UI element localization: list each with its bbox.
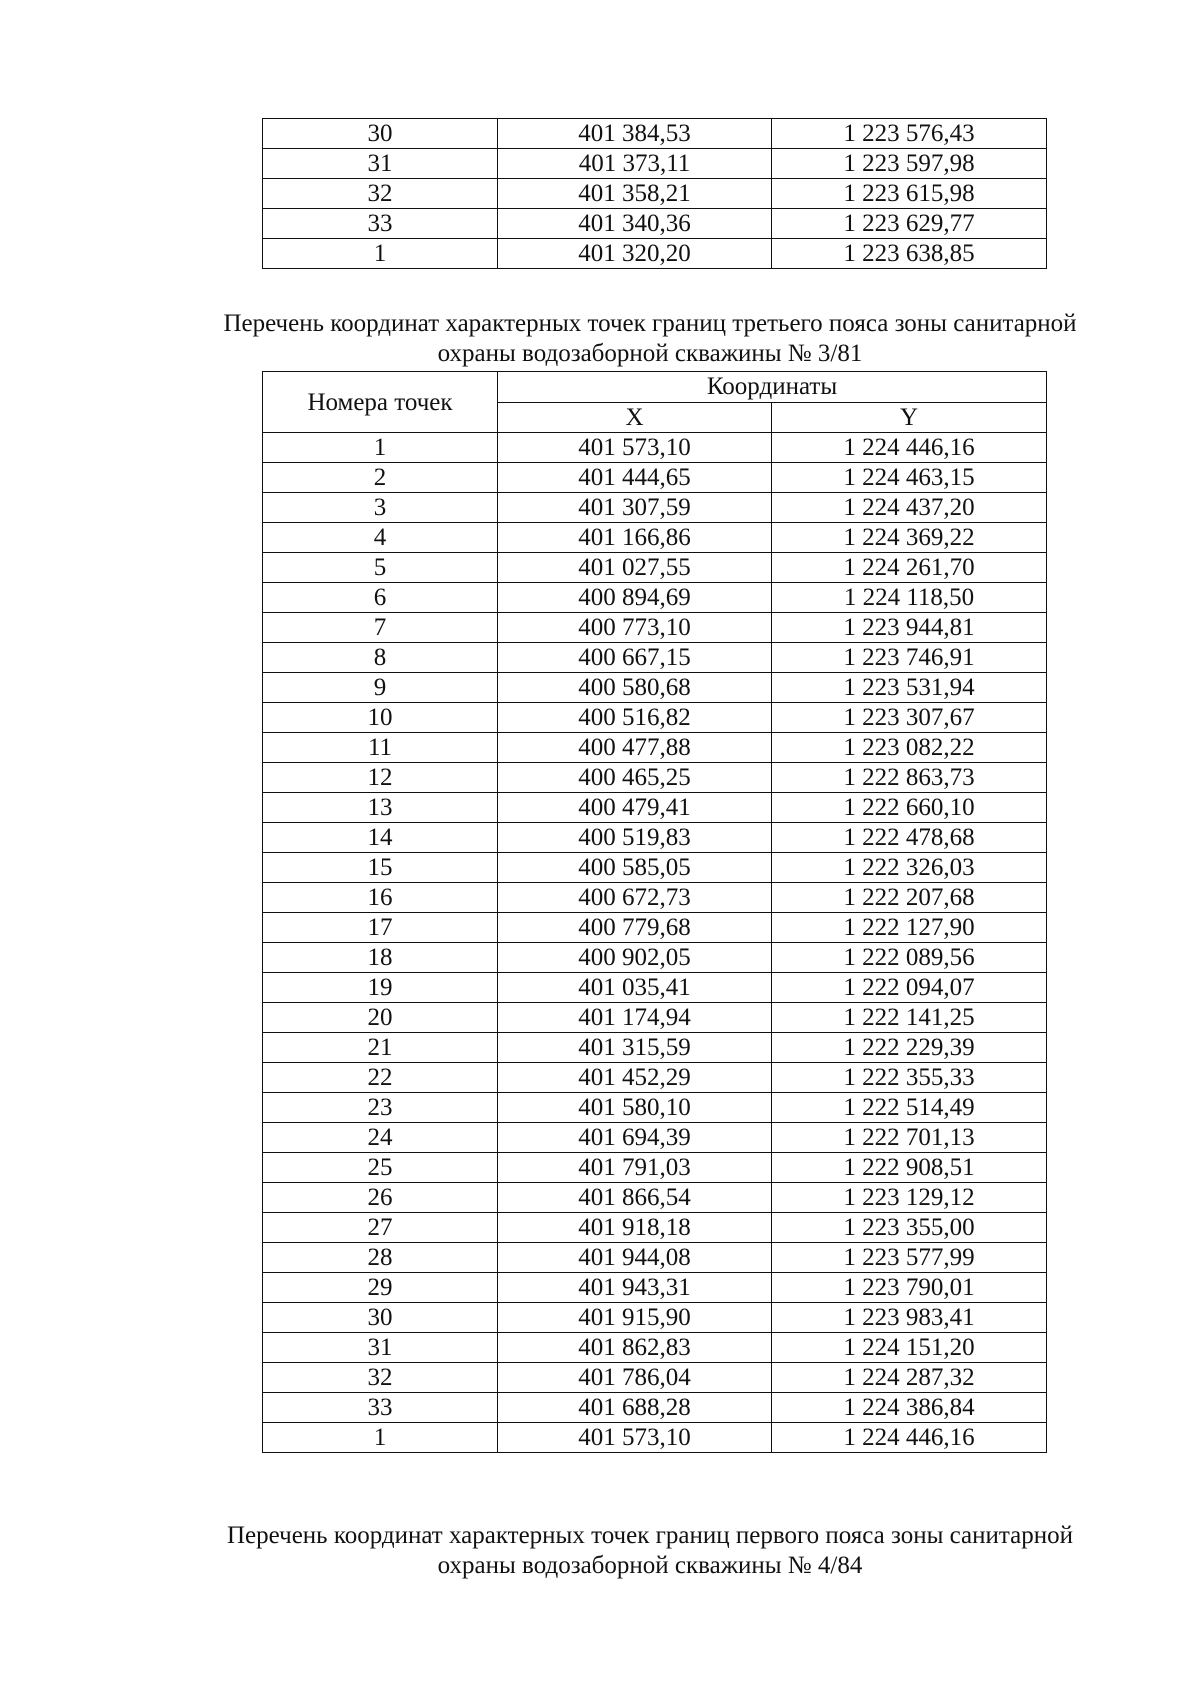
table-row	[263, 179, 1047, 209]
point-number-cell: 20	[263, 1003, 498, 1033]
x-coordinate-cell: 400 667,15	[498, 643, 772, 673]
table-row	[263, 149, 1047, 179]
y-coordinate-cell: 1 223 746,91	[772, 643, 1047, 673]
heading-line: Перечень координат характерных точек границ третьего пояса зоны санитарной	[223, 310, 1077, 337]
third-belt-heading	[180, 309, 1120, 369]
table-row	[263, 943, 1047, 973]
point-number-cell: 19	[263, 973, 498, 1003]
header-y: Y	[772, 402, 1047, 433]
x-coordinate-cell: 401 573,10	[498, 433, 772, 463]
point-number-cell: 28	[263, 1243, 498, 1273]
table-row	[263, 883, 1047, 913]
x-coordinate-cell: 400 779,68	[498, 913, 772, 943]
y-coordinate-cell: 1 222 908,51	[772, 1153, 1047, 1183]
x-coordinate-cell: 401 915,90	[498, 1303, 772, 1333]
x-coordinate-cell: 401 444,65	[498, 463, 772, 493]
x-coordinate-cell: 401 573,10	[498, 1423, 772, 1453]
y-coordinate-cell: 1 222 141,25	[772, 1003, 1047, 1033]
point-number-cell: 7	[263, 613, 498, 643]
y-coordinate-cell: 1 223 790,01	[772, 1273, 1047, 1303]
point-number-cell: 2	[263, 463, 498, 493]
x-coordinate-cell: 401 358,21	[498, 179, 772, 209]
x-coordinate-cell: 400 465,25	[498, 763, 772, 793]
table-row	[263, 523, 1047, 553]
point-number-cell: 25	[263, 1153, 498, 1183]
table-row	[263, 583, 1047, 613]
table-row	[263, 1063, 1047, 1093]
y-coordinate-cell: 1 224 151,20	[772, 1333, 1047, 1363]
table-row	[263, 823, 1047, 853]
y-coordinate-cell: 1 223 576,43	[772, 119, 1047, 149]
x-coordinate-cell: 401 315,59	[498, 1033, 772, 1063]
y-coordinate-cell: 1 224 287,32	[772, 1363, 1047, 1393]
header-point-numbers: Номера точек	[263, 372, 498, 433]
y-coordinate-cell: 1 223 944,81	[772, 613, 1047, 643]
y-coordinate-cell: 1 222 478,68	[772, 823, 1047, 853]
x-coordinate-cell: 401 862,83	[498, 1333, 772, 1363]
table-row	[263, 1093, 1047, 1123]
point-number-cell: 9	[263, 673, 498, 703]
point-number-cell: 1	[263, 239, 498, 269]
point-number-cell: 23	[263, 1093, 498, 1123]
point-number-cell: 26	[263, 1183, 498, 1213]
table-header	[263, 372, 1047, 433]
table-row	[263, 1363, 1047, 1393]
table-row	[263, 913, 1047, 943]
y-coordinate-cell: 1 224 446,16	[772, 1423, 1047, 1453]
x-coordinate-cell: 400 519,83	[498, 823, 772, 853]
x-coordinate-cell: 401 027,55	[498, 553, 772, 583]
x-coordinate-cell: 401 943,31	[498, 1273, 772, 1303]
x-coordinate-cell: 401 580,10	[498, 1093, 772, 1123]
x-coordinate-cell: 400 580,68	[498, 673, 772, 703]
point-number-cell: 33	[263, 1393, 498, 1423]
point-number-cell: 11	[263, 733, 498, 763]
x-coordinate-cell: 401 786,04	[498, 1363, 772, 1393]
point-number-cell: 10	[263, 703, 498, 733]
third-belt-coordinates-table	[262, 371, 1047, 1453]
x-coordinate-cell: 400 516,82	[498, 703, 772, 733]
y-coordinate-cell: 1 223 307,67	[772, 703, 1047, 733]
point-number-cell: 21	[263, 1033, 498, 1063]
x-coordinate-cell: 401 166,86	[498, 523, 772, 553]
table-row	[263, 1303, 1047, 1333]
y-coordinate-cell: 1 223 629,77	[772, 209, 1047, 239]
y-coordinate-cell: 1 222 863,73	[772, 763, 1047, 793]
y-coordinate-cell: 1 222 089,56	[772, 943, 1047, 973]
y-coordinate-cell: 1 222 701,13	[772, 1123, 1047, 1153]
table-row	[263, 1153, 1047, 1183]
y-coordinate-cell: 1 224 261,70	[772, 553, 1047, 583]
y-coordinate-cell: 1 222 355,33	[772, 1063, 1047, 1093]
x-coordinate-cell: 401 944,08	[498, 1243, 772, 1273]
y-coordinate-cell: 1 222 326,03	[772, 853, 1047, 883]
table-row	[263, 1423, 1047, 1453]
point-number-cell: 6	[263, 583, 498, 613]
table-row	[263, 703, 1047, 733]
table-row	[263, 209, 1047, 239]
point-number-cell: 12	[263, 763, 498, 793]
table-row	[263, 673, 1047, 703]
point-number-cell: 31	[263, 1333, 498, 1363]
x-coordinate-cell: 401 452,29	[498, 1063, 772, 1093]
y-coordinate-cell: 1 222 660,10	[772, 793, 1047, 823]
table-row	[263, 239, 1047, 269]
main-table-body	[263, 433, 1047, 1453]
first-belt-heading	[180, 1521, 1120, 1581]
x-coordinate-cell: 400 894,69	[498, 583, 772, 613]
x-coordinate-cell: 401 791,03	[498, 1153, 772, 1183]
table-row	[263, 613, 1047, 643]
table-row	[263, 1123, 1047, 1153]
y-coordinate-cell: 1 223 615,98	[772, 179, 1047, 209]
y-coordinate-cell: 1 223 577,99	[772, 1243, 1047, 1273]
x-coordinate-cell: 401 866,54	[498, 1183, 772, 1213]
y-coordinate-cell: 1 223 983,41	[772, 1303, 1047, 1333]
top-table-body	[263, 119, 1047, 269]
x-coordinate-cell: 401 688,28	[498, 1393, 772, 1423]
y-coordinate-cell: 1 222 207,68	[772, 883, 1047, 913]
x-coordinate-cell: 400 773,10	[498, 613, 772, 643]
table-row	[263, 1213, 1047, 1243]
table-row	[263, 853, 1047, 883]
x-coordinate-cell: 400 585,05	[498, 853, 772, 883]
header-coordinates: Координаты	[498, 372, 1047, 403]
heading-line: охраны водозаборной скважины № 4/84	[437, 1552, 863, 1579]
x-coordinate-cell: 400 672,73	[498, 883, 772, 913]
x-coordinate-cell: 401 035,41	[498, 973, 772, 1003]
point-number-cell: 1	[263, 1423, 498, 1453]
table-row	[263, 1333, 1047, 1363]
point-number-cell: 5	[263, 553, 498, 583]
heading-line: охраны водозаборной скважины № 3/81	[437, 340, 863, 367]
y-coordinate-cell: 1 224 446,16	[772, 433, 1047, 463]
table-row	[263, 433, 1047, 463]
point-number-cell: 33	[263, 209, 498, 239]
point-number-cell: 24	[263, 1123, 498, 1153]
x-coordinate-cell: 401 918,18	[498, 1213, 772, 1243]
x-coordinate-cell: 401 320,20	[498, 239, 772, 269]
y-coordinate-cell: 1 223 638,85	[772, 239, 1047, 269]
point-number-cell: 13	[263, 793, 498, 823]
point-number-cell: 32	[263, 1363, 498, 1393]
table-row	[263, 763, 1047, 793]
y-coordinate-cell: 1 223 597,98	[772, 149, 1047, 179]
point-number-cell: 14	[263, 823, 498, 853]
heading-line: Перечень координат характерных точек границ первого пояса зоны санитарной	[227, 1522, 1073, 1549]
table-row	[263, 1273, 1047, 1303]
y-coordinate-cell: 1 222 229,39	[772, 1033, 1047, 1063]
point-number-cell: 29	[263, 1273, 498, 1303]
point-number-cell: 30	[263, 119, 498, 149]
point-number-cell: 22	[263, 1063, 498, 1093]
header-x: X	[498, 402, 772, 433]
point-number-cell: 31	[263, 149, 498, 179]
point-number-cell: 4	[263, 523, 498, 553]
x-coordinate-cell: 401 307,59	[498, 493, 772, 523]
table-row	[263, 1243, 1047, 1273]
table-row	[263, 1033, 1047, 1063]
point-number-cell: 1	[263, 433, 498, 463]
point-number-cell: 27	[263, 1213, 498, 1243]
table-row	[263, 1393, 1047, 1423]
point-number-cell: 18	[263, 943, 498, 973]
point-number-cell: 8	[263, 643, 498, 673]
y-coordinate-cell: 1 224 463,15	[772, 463, 1047, 493]
x-coordinate-cell: 401 384,53	[498, 119, 772, 149]
x-coordinate-cell: 400 902,05	[498, 943, 772, 973]
y-coordinate-cell: 1 223 531,94	[772, 673, 1047, 703]
table-row	[263, 493, 1047, 523]
x-coordinate-cell: 400 479,41	[498, 793, 772, 823]
y-coordinate-cell: 1 223 355,00	[772, 1213, 1047, 1243]
x-coordinate-cell: 401 694,39	[498, 1123, 772, 1153]
y-coordinate-cell: 1 222 127,90	[772, 913, 1047, 943]
y-coordinate-cell: 1 224 369,22	[772, 523, 1047, 553]
x-coordinate-cell: 401 174,94	[498, 1003, 772, 1033]
table-row	[263, 119, 1047, 149]
y-coordinate-cell: 1 224 386,84	[772, 1393, 1047, 1423]
y-coordinate-cell: 1 223 129,12	[772, 1183, 1047, 1213]
point-number-cell: 32	[263, 179, 498, 209]
point-number-cell: 3	[263, 493, 498, 523]
x-coordinate-cell: 401 340,36	[498, 209, 772, 239]
point-number-cell: 16	[263, 883, 498, 913]
top-coordinates-table	[262, 118, 1047, 269]
table-row	[263, 793, 1047, 823]
y-coordinate-cell: 1 224 437,20	[772, 493, 1047, 523]
table-row	[263, 733, 1047, 763]
table-row	[263, 643, 1047, 673]
point-number-cell: 30	[263, 1303, 498, 1333]
point-number-cell: 17	[263, 913, 498, 943]
x-coordinate-cell: 400 477,88	[498, 733, 772, 763]
y-coordinate-cell: 1 222 094,07	[772, 973, 1047, 1003]
point-number-cell: 15	[263, 853, 498, 883]
table-row	[263, 1183, 1047, 1213]
table-row	[263, 553, 1047, 583]
table-row	[263, 973, 1047, 1003]
table-row	[263, 463, 1047, 493]
y-coordinate-cell: 1 222 514,49	[772, 1093, 1047, 1123]
table-row	[263, 1003, 1047, 1033]
x-coordinate-cell: 401 373,11	[498, 149, 772, 179]
y-coordinate-cell: 1 224 118,50	[772, 583, 1047, 613]
y-coordinate-cell: 1 223 082,22	[772, 733, 1047, 763]
